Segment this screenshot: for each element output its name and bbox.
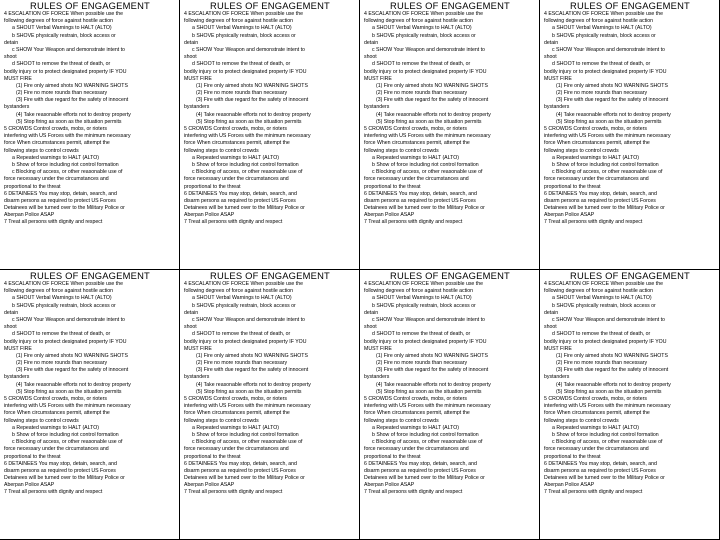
card-title: RULES OF ENGAGEMENT: [30, 0, 150, 11]
card-line: c SHOW Your Weapon and demonstrate intent to: [552, 46, 665, 53]
card-line: bodily injury or to protect designated property IF YOU: [364, 338, 487, 345]
roe-card: [360, 0, 540, 270]
card-line: bystanders: [544, 374, 570, 381]
card-line: detain: [544, 39, 559, 46]
card-line: (3) Fire with due regard for the safety of innocent: [196, 367, 309, 374]
card-line: 6 DETAINEES You may stop, detain, search, and: [4, 460, 117, 467]
card-line: 4 ESCALATION OF FORCE When possible use the: [544, 281, 663, 287]
card-line: force necessary under the circumstances and: [4, 446, 109, 453]
card-line: 7 Treat all persons with dignity and respect: [184, 489, 283, 496]
card-body: [544, 281, 716, 497]
card-line: interfering with US Forces with the minimum necessary: [4, 133, 131, 140]
card-line: shoot: [184, 54, 197, 61]
card-line: 7 Treat all persons with dignity and respect: [184, 219, 283, 226]
card-line: c SHOW Your Weapon and demonstrate intent to: [372, 46, 485, 53]
card-line: (2) Fire no more rounds than necessary: [376, 90, 468, 97]
card-line: 6 DETAINEES You may stop, detain, search, and: [544, 190, 657, 197]
card-line: b SHOVE physically restrain, block access or: [372, 302, 476, 309]
card-line: force When circumstances permit, attempt the: [4, 140, 110, 147]
card-line: (1) Fire only aimed shots NO WARNING SHOTS: [376, 82, 488, 89]
card-line: (5) Stop firing as soon as the situation permits: [16, 118, 122, 125]
card-line: c SHOW Your Weapon and demonstrate intent to: [12, 316, 125, 323]
card-line: c Blocking of access, or other reasonable use of: [552, 439, 663, 446]
card-line: c Blocking of access, or other reasonable use of: [372, 439, 483, 446]
card-line: MUST FIRE: [544, 75, 572, 82]
card-line: interfering with US Forces with the minimum necessary: [184, 403, 311, 410]
card-line: (1) Fire only aimed shots NO WARNING SHOTS: [196, 352, 308, 359]
card-line: d SHOOT to remove the threat of death, or: [552, 331, 651, 338]
roe-card: [0, 0, 180, 270]
card-line: 7 Treat all persons with dignity and respect: [544, 489, 643, 496]
card-line: c Blocking of access, or other reasonable use of: [192, 439, 303, 446]
card-line: bodily injury or to protect designated property IF YOU: [364, 68, 487, 75]
card-line: bodily injury or to protect designated property IF YOU: [544, 68, 667, 75]
card-line: 6 DETAINEES You may stop, detain, search, and: [4, 190, 117, 197]
card-line: 5 CROWDS Control crowds, mobs, or rioters: [364, 126, 467, 132]
card-line: bystanders: [4, 374, 30, 381]
card-line: 7 Treat all persons with dignity and respect: [544, 219, 643, 226]
card-line: (1) Fire only aimed shots NO WARNING SHOTS: [556, 352, 668, 359]
card-line: 4 ESCALATION OF FORCE When possible use the: [4, 281, 123, 287]
card-line: shoot: [4, 54, 17, 61]
card-line: 7 Treat all persons with dignity and respect: [364, 489, 463, 496]
card-line: shoot: [364, 324, 377, 331]
card-line: b SHOVE physically restrain, block access or: [12, 32, 116, 39]
card-line: 4 ESCALATION OF FORCE When possible use the: [364, 281, 483, 287]
card-line: force When circumstances permit, attempt the: [544, 140, 650, 147]
card-line: shoot: [544, 54, 557, 61]
card-line: bodily injury or to protect designated property IF YOU: [4, 338, 127, 345]
card-line: b Show of force including riot control formation: [552, 161, 659, 168]
card-line: (3) Fire with due regard for the safety of innocent: [16, 97, 129, 104]
card-line: shoot: [544, 324, 557, 331]
card-line: c SHOW Your Weapon and demonstrate intent to: [552, 316, 665, 323]
card-line: force When circumstances permit, attempt the: [544, 410, 650, 417]
card-line: 5 CROWDS Control crowds, mobs, or rioters: [184, 126, 287, 132]
card-line: (3) Fire with due regard for the safety of innocent: [16, 367, 129, 374]
card-line: interfering with US Forces with the minimum necessary: [364, 133, 491, 140]
card-line: 5 CROWDS Control crowds, mobs, or rioters: [184, 396, 287, 402]
card-body: [184, 11, 356, 227]
card-line: following steps to control crowds: [4, 147, 79, 154]
card-line: interfering with US Forces with the minimum necessary: [184, 133, 311, 140]
card-line: force necessary under the circumstances and: [364, 176, 469, 183]
card-line: 4 ESCALATION OF FORCE When possible use the: [184, 11, 303, 17]
card-line: Detainees will be turned over to the Military Police or: [4, 205, 125, 212]
card-line: detain: [4, 309, 19, 316]
card-line: b Show of force including riot control formation: [552, 431, 659, 438]
card-line: detain: [364, 309, 379, 316]
card-line: Aberpan Police ASAP: [184, 212, 235, 219]
card-line: force When circumstances permit, attempt the: [4, 410, 110, 417]
card-line: c Blocking of access, or other reasonable use of: [192, 169, 303, 176]
card-line: (4) Take reasonable efforts not to destroy property: [16, 111, 131, 118]
card-line: force necessary under the circumstances and: [184, 176, 289, 183]
card-line: force When circumstances permit, attempt the: [184, 140, 290, 147]
card-title: RULES OF ENGAGEMENT: [570, 0, 690, 11]
card-line: b Show of force including riot control formation: [192, 431, 299, 438]
card-line: d SHOOT to remove the threat of death, or: [192, 331, 291, 338]
card-line: proportional to the threat: [4, 183, 61, 190]
card-line: d SHOOT to remove the threat of death, or: [12, 331, 111, 338]
card-line: MUST FIRE: [544, 345, 572, 352]
card-line: Aberpan Police ASAP: [364, 212, 415, 219]
card-line: c SHOW Your Weapon and demonstrate intent to: [12, 46, 125, 53]
card-line: following degrees of force against hostile action: [184, 288, 294, 295]
card-line: proportional to the threat: [184, 453, 241, 460]
card-line: following degrees of force against hostile action: [364, 288, 474, 295]
roe-card: [180, 0, 360, 270]
card-line: (2) Fire no more rounds than necessary: [376, 360, 468, 367]
card-line: 5 CROWDS Control crowds, mobs, or rioters: [4, 126, 107, 132]
card-line: Detainees will be turned over to the Military Police or: [364, 205, 485, 212]
card-line: detain: [364, 39, 379, 46]
card-line: proportional to the threat: [544, 453, 601, 460]
roe-card: [0, 270, 180, 540]
card-line: (3) Fire with due regard for the safety of innocent: [376, 97, 489, 104]
card-line: detain: [4, 39, 19, 46]
card-line: 6 DETAINEES You may stop, detain, search, and: [184, 460, 297, 467]
card-line: b SHOVE physically restrain, block access or: [192, 32, 296, 39]
card-line: b SHOVE physically restrain, block access or: [372, 32, 476, 39]
card-line: force When circumstances permit, attempt the: [184, 410, 290, 417]
card-line: disarm persons as required to protect US Forces: [364, 467, 476, 474]
card-line: a Repeated warnings to HALT (ALTO): [372, 424, 459, 431]
card-line: (4) Take reasonable efforts not to destroy property: [196, 381, 311, 388]
card-line: following degrees of force against hostile action: [364, 18, 474, 25]
card-line: (5) Stop firing as soon as the situation permits: [196, 388, 302, 395]
card-line: c Blocking of access, or other reasonable use of: [12, 439, 123, 446]
card-line: bodily injury or to protect designated property IF YOU: [184, 68, 307, 75]
card-line: following steps to control crowds: [4, 417, 79, 424]
card-line: c SHOW Your Weapon and demonstrate intent to: [192, 46, 305, 53]
card-line: b SHOVE physically restrain, block access or: [552, 302, 656, 309]
card-line: (2) Fire no more rounds than necessary: [556, 360, 648, 367]
card-line: Aberpan Police ASAP: [4, 482, 55, 489]
card-line: 5 CROWDS Control crowds, mobs, or rioters: [544, 126, 647, 132]
card-line: Aberpan Police ASAP: [544, 482, 595, 489]
card-line: (2) Fire no more rounds than necessary: [16, 360, 108, 367]
card-line: c Blocking of access, or other reasonable use of: [12, 169, 123, 176]
card-body: [4, 281, 176, 497]
card-line: a SHOUT Verbal Warnings to HALT (ALTO): [372, 25, 472, 32]
card-line: Detainees will be turned over to the Military Police or: [4, 475, 125, 482]
card-body: [544, 11, 716, 227]
card-body: [184, 281, 356, 497]
card-line: a Repeated warnings to HALT (ALTO): [192, 424, 279, 431]
card-line: force necessary under the circumstances and: [184, 446, 289, 453]
card-title: RULES OF ENGAGEMENT: [390, 0, 510, 11]
card-line: following steps to control crowds: [184, 417, 259, 424]
roe-card: [360, 270, 540, 540]
card-line: force necessary under the circumstances and: [4, 176, 109, 183]
card-line: bystanders: [184, 104, 210, 111]
card-line: bodily injury or to protect designated property IF YOU: [4, 68, 127, 75]
card-line: (3) Fire with due regard for the safety of innocent: [556, 367, 669, 374]
card-line: bystanders: [4, 104, 30, 111]
card-line: (5) Stop firing as soon as the situation permits: [376, 118, 482, 125]
card-line: bodily injury or to protect designated property IF YOU: [184, 338, 307, 345]
card-line: 6 DETAINEES You may stop, detain, search, and: [544, 460, 657, 467]
card-line: (5) Stop firing as soon as the situation permits: [196, 118, 302, 125]
card-line: 7 Treat all persons with dignity and respect: [364, 219, 463, 226]
card-line: (1) Fire only aimed shots NO WARNING SHOTS: [16, 82, 128, 89]
card-line: following steps to control crowds: [544, 417, 619, 424]
card-line: (4) Take reasonable efforts not to destroy property: [556, 381, 671, 388]
card-line: (1) Fire only aimed shots NO WARNING SHOTS: [196, 82, 308, 89]
card-line: d SHOOT to remove the threat of death, or: [12, 61, 111, 68]
card-line: Detainees will be turned over to the Military Police or: [544, 475, 665, 482]
card-line: proportional to the threat: [4, 453, 61, 460]
card-line: disarm persons as required to protect US Forces: [184, 197, 296, 204]
card-line: Aberpan Police ASAP: [364, 482, 415, 489]
card-line: interfering with US Forces with the minimum necessary: [544, 133, 671, 140]
card-line: a SHOUT Verbal Warnings to HALT (ALTO): [552, 295, 652, 302]
card-line: a SHOUT Verbal Warnings to HALT (ALTO): [12, 295, 112, 302]
card-line: (2) Fire no more rounds than necessary: [556, 90, 648, 97]
card-line: (5) Stop firing as soon as the situation permits: [556, 118, 662, 125]
card-line: 5 CROWDS Control crowds, mobs, or rioters: [544, 396, 647, 402]
card-line: Aberpan Police ASAP: [184, 482, 235, 489]
card-line: force necessary under the circumstances and: [364, 446, 469, 453]
card-line: (4) Take reasonable efforts not to destroy property: [376, 111, 491, 118]
card-line: 4 ESCALATION OF FORCE When possible use the: [544, 11, 663, 17]
card-line: b Show of force including riot control formation: [372, 161, 479, 168]
card-line: b Show of force including riot control formation: [192, 161, 299, 168]
card-line: d SHOOT to remove the threat of death, or: [192, 61, 291, 68]
card-line: following degrees of force against hostile action: [4, 18, 114, 25]
card-line: bodily injury or to protect designated property IF YOU: [544, 338, 667, 345]
card-line: c Blocking of access, or other reasonable use of: [552, 169, 663, 176]
card-line: a Repeated warnings to HALT (ALTO): [12, 154, 99, 161]
card-line: (1) Fire only aimed shots NO WARNING SHOTS: [376, 352, 488, 359]
card-line: MUST FIRE: [364, 75, 392, 82]
card-line: (4) Take reasonable efforts not to destroy property: [196, 111, 311, 118]
card-line: following degrees of force against hostile action: [544, 18, 654, 25]
card-line: c SHOW Your Weapon and demonstrate intent to: [192, 316, 305, 323]
card-line: 7 Treat all persons with dignity and respect: [4, 489, 103, 496]
card-line: (3) Fire with due regard for the safety of innocent: [196, 97, 309, 104]
card-title: RULES OF ENGAGEMENT: [30, 270, 150, 281]
card-line: 5 CROWDS Control crowds, mobs, or rioters: [364, 396, 467, 402]
card-line: 4 ESCALATION OF FORCE When possible use the: [184, 281, 303, 287]
card-line: bystanders: [364, 104, 390, 111]
card-line: detain: [184, 309, 199, 316]
card-line: a SHOUT Verbal Warnings to HALT (ALTO): [192, 295, 292, 302]
card-line: shoot: [184, 324, 197, 331]
card-body: [364, 11, 536, 227]
roe-card: [540, 0, 720, 270]
card-line: (2) Fire no more rounds than necessary: [16, 90, 108, 97]
card-line: bystanders: [544, 104, 570, 111]
card-line: proportional to the threat: [544, 183, 601, 190]
card-line: (1) Fire only aimed shots NO WARNING SHOTS: [16, 352, 128, 359]
card-line: (3) Fire with due regard for the safety of innocent: [556, 97, 669, 104]
card-line: Aberpan Police ASAP: [4, 212, 55, 219]
card-line: Detainees will be turned over to the Military Police or: [184, 475, 305, 482]
card-line: Detainees will be turned over to the Military Police or: [544, 205, 665, 212]
card-line: disarm persons as required to protect US Forces: [4, 467, 116, 474]
card-line: (5) Stop firing as soon as the situation permits: [16, 388, 122, 395]
card-line: c Blocking of access, or other reasonable use of: [372, 169, 483, 176]
card-line: 6 DETAINEES You may stop, detain, search, and: [184, 190, 297, 197]
card-line: MUST FIRE: [184, 345, 212, 352]
card-line: following degrees of force against hostile action: [4, 288, 114, 295]
card-line: following steps to control crowds: [544, 147, 619, 154]
card-line: force When circumstances permit, attempt the: [364, 140, 470, 147]
card-line: 6 DETAINEES You may stop, detain, search, and: [364, 460, 477, 467]
card-body: [364, 281, 536, 497]
roe-card: [540, 270, 720, 540]
card-line: proportional to the threat: [184, 183, 241, 190]
card-line: c SHOW Your Weapon and demonstrate intent to: [372, 316, 485, 323]
card-line: disarm persons as required to protect US Forces: [184, 467, 296, 474]
card-line: (4) Take reasonable efforts not to destroy property: [16, 381, 131, 388]
card-line: a SHOUT Verbal Warnings to HALT (ALTO): [192, 25, 292, 32]
card-line: disarm persons as required to protect US Forces: [544, 467, 656, 474]
card-line: b SHOVE physically restrain, block access or: [12, 302, 116, 309]
card-line: (5) Stop firing as soon as the situation permits: [556, 388, 662, 395]
card-line: shoot: [4, 324, 17, 331]
card-line: b SHOVE physically restrain, block access or: [192, 302, 296, 309]
card-title: RULES OF ENGAGEMENT: [390, 270, 510, 281]
card-line: (3) Fire with due regard for the safety of innocent: [376, 367, 489, 374]
card-line: disarm persons as required to protect US Forces: [364, 197, 476, 204]
card-line: MUST FIRE: [4, 75, 32, 82]
card-line: MUST FIRE: [364, 345, 392, 352]
card-line: MUST FIRE: [184, 75, 212, 82]
card-line: b Show of force including riot control formation: [12, 161, 119, 168]
card-line: Detainees will be turned over to the Military Police or: [184, 205, 305, 212]
card-title: RULES OF ENGAGEMENT: [210, 0, 330, 11]
card-line: following steps to control crowds: [364, 417, 439, 424]
card-line: MUST FIRE: [4, 345, 32, 352]
card-line: following degrees of force against hostile action: [184, 18, 294, 25]
card-line: (4) Take reasonable efforts not to destroy property: [376, 381, 491, 388]
card-line: Detainees will be turned over to the Military Police or: [364, 475, 485, 482]
card-line: 4 ESCALATION OF FORCE When possible use the: [364, 11, 483, 17]
card-line: (5) Stop firing as soon as the situation permits: [376, 388, 482, 395]
card-line: a Repeated warnings to HALT (ALTO): [12, 424, 99, 431]
card-line: following steps to control crowds: [364, 147, 439, 154]
card-line: b SHOVE physically restrain, block access or: [552, 32, 656, 39]
card-line: d SHOOT to remove the threat of death, or: [552, 61, 651, 68]
card-line: disarm persons as required to protect US Forces: [4, 197, 116, 204]
card-line: interfering with US Forces with the minimum necessary: [4, 403, 131, 410]
card-line: force When circumstances permit, attempt the: [364, 410, 470, 417]
card-line: 7 Treat all persons with dignity and respect: [4, 219, 103, 226]
card-line: following steps to control crowds: [184, 147, 259, 154]
card-line: interfering with US Forces with the minimum necessary: [364, 403, 491, 410]
card-line: force necessary under the circumstances and: [544, 176, 649, 183]
card-line: b Show of force including riot control formation: [372, 431, 479, 438]
card-line: a SHOUT Verbal Warnings to HALT (ALTO): [12, 25, 112, 32]
card-line: 5 CROWDS Control crowds, mobs, or rioters: [4, 396, 107, 402]
card-line: d SHOOT to remove the threat of death, or: [372, 61, 471, 68]
card-body: [4, 11, 176, 227]
card-line: a Repeated warnings to HALT (ALTO): [552, 154, 639, 161]
card-line: force necessary under the circumstances and: [544, 446, 649, 453]
card-line: bystanders: [364, 374, 390, 381]
card-line: Aberpan Police ASAP: [544, 212, 595, 219]
card-line: a Repeated warnings to HALT (ALTO): [192, 154, 279, 161]
card-line: (2) Fire no more rounds than necessary: [196, 90, 288, 97]
card-line: a SHOUT Verbal Warnings to HALT (ALTO): [552, 25, 652, 32]
card-line: b Show of force including riot control formation: [12, 431, 119, 438]
card-line: bystanders: [184, 374, 210, 381]
card-line: following degrees of force against hostile action: [544, 288, 654, 295]
card-line: a Repeated warnings to HALT (ALTO): [372, 154, 459, 161]
card-line: d SHOOT to remove the threat of death, or: [372, 331, 471, 338]
card-line: a Repeated warnings to HALT (ALTO): [552, 424, 639, 431]
card-line: 6 DETAINEES You may stop, detain, search, and: [364, 190, 477, 197]
card-line: shoot: [364, 54, 377, 61]
card-line: proportional to the threat: [364, 453, 421, 460]
card-line: a SHOUT Verbal Warnings to HALT (ALTO): [372, 295, 472, 302]
card-line: interfering with US Forces with the minimum necessary: [544, 403, 671, 410]
card-line: detain: [184, 39, 199, 46]
card-line: (2) Fire no more rounds than necessary: [196, 360, 288, 367]
roe-card: [180, 270, 360, 540]
card-line: detain: [544, 309, 559, 316]
card-line: 4 ESCALATION OF FORCE When possible use the: [4, 11, 123, 17]
card-title: RULES OF ENGAGEMENT: [570, 270, 690, 281]
card-line: disarm persons as required to protect US Forces: [544, 197, 656, 204]
card-title: RULES OF ENGAGEMENT: [210, 270, 330, 281]
card-line: proportional to the threat: [364, 183, 421, 190]
card-line: (4) Take reasonable efforts not to destroy property: [556, 111, 671, 118]
card-line: (1) Fire only aimed shots NO WARNING SHOTS: [556, 82, 668, 89]
